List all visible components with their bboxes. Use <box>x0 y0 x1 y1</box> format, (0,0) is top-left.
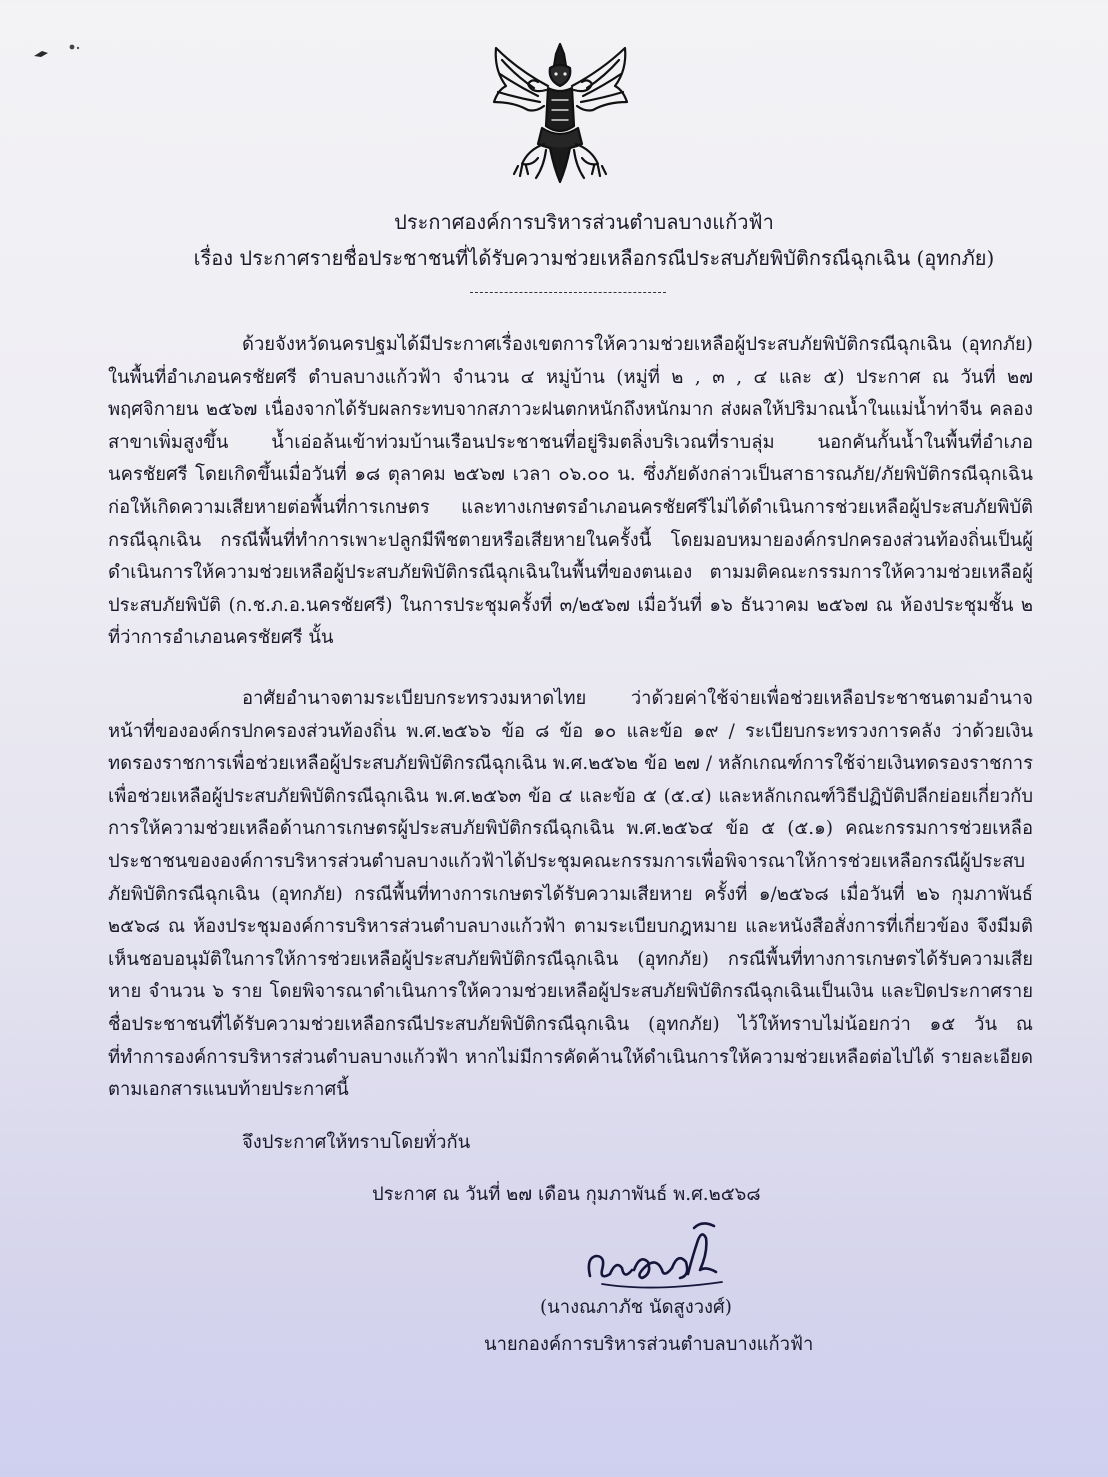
signer-name: (นางณภาภัช นัดสูงวงศ์) <box>540 1297 732 1318</box>
garuda-emblem-icon <box>488 40 633 190</box>
title-divider <box>470 292 666 293</box>
announcement-date: ประกาศ ณ วันที่ ๒๗ เดือน กุมภาพันธ์ พ.ศ.๒๕๖๘ <box>372 1184 761 1205</box>
announcement-title: ประกาศองค์การบริหารส่วนตำบลบางแก้วฟ้า <box>394 210 774 234</box>
body-paragraph-1: ด้วยจังหวัดนครปฐมได้มีประกาศเรื่องเขตการให้ความช่วยเหลือผู้ประสบภัยพิบัติกรณีฉุกเฉิน (อุทกภัย) ในพื้นที่อำเภอนครชัยศรี ตำบลบางแก้วฟ้า จำนวน ๔ หมู่บ้าน (หมู่ที่ ๒ , ๓ , ๔ และ ๕) ประกาศ ณ วันที่ ๒๗ พฤศจิกายน ๒๕๖๗ เนื่องจากได้รับผลกระทบจากสภาวะฝนตกหนักถึงหนักมาก ส่งผลให้ปริมาณน้ำในแม่น้ำท่าจีน คลองสาขาเพิ่มสูงขึ้น น้ำเอ่อล้นเข้าท่วมบ้านเรือนประชาชนที่อยู่ริมตลิ่งบริเวณที่ราบลุ่ม นอกคันกั้นน้ำในพื้นที่อำเภอนครชัยศรี โดยเกิดขึ้นเมื่อวันที่ ๑๘ ตุลาคม ๒๕๖๗ เวลา ๐๖.๐๐ น. ซึ่งภัยดังกล่าวเป็นสาธารณภัย/ภัยพิบัติกรณีฉุกเฉินก่อให้เกิดความเสียหายต่อพื้นที่การเกษตร และทางเกษตรอำเภอนครชัยศรีไม่ได้ดำเนินการช่วยเหลือผู้ประสบภัยพิบัติกรณีฉุกเฉิน กรณีพื้นที่ทำการเพาะปลูกมีพืชตายหรือเสียหายในครั้งนี้ โดยมอบหมายองค์กรปกครองส่วนท้องถิ่นเป็นผู้ดำเนินการให้ความช่วยเหลือผู้ประสบภัยพิบัติกรณีฉุกเฉินในพื้นที่ของตนเอง ตามมติคณะกรรมการให้ความช่วยเหลือผู้ประสบภัยพิบัติ (ก.ช.ภ.อ.นครชัยศรี) ในการประชุมครั้งที่ ๓/๒๕๖๗ เมื่อวันที่ ๑๖ ธันวาคม ๒๕๖๗ ณ ห้องประชุมชั้น ๒ ที่ว่าการอำเภอนครชัยศรี นั้น <box>108 334 1033 649</box>
handwritten-signature <box>582 1218 732 1293</box>
closing-line: จึงประกาศให้ทราบโดยทั่วกัน <box>242 1132 471 1153</box>
announcement-subject: เรื่อง ประกาศรายชื่อประชาชนที่ได้รับความช่วยเหลือกรณีประสบภัยพิบัติกรณีฉุกเฉิน (อุทกภัย) <box>193 246 995 270</box>
body-paragraph-2: อาศัยอำนาจตามระเบียบกระทรวงมหาดไทย ว่าด้วยค่าใช้จ่ายเพื่อช่วยเหลือประชาชนตามอำนาจหน้าที่ขององค์กรปกครองส่วนท้องถิ่น พ.ศ.๒๕๖๖ ข้อ ๘ ข้อ ๑๐ และข้อ ๑๙ / ระเบียบกระทรวงการคลัง ว่าด้วยเงินทดรองราชการเพื่อช่วยเหลือผู้ประสบภัยพิบัติกรณีฉุกเฉิน พ.ศ.๒๕๖๒ ข้อ ๒๗ / หลักเกณฑ์การใช้จ่ายเงินทดรองราชการเพื่อช่วยเหลือผู้ประสบภัยพิบัติกรณีฉุกเฉิน พ.ศ.๒๕๖๓ ข้อ ๔ และข้อ ๕ (๕.๔) และหลักเกณฑ์วิธีปฏิบัติปลีกย่อยเกี่ยวกับการให้ความช่วยเหลือด้านการเกษตรผู้ประสบภัยพิบัติกรณีฉุกเฉิน พ.ศ.๒๕๖๔ ข้อ ๕ (๕.๑) คณะกรรมการช่วยเหลือประชาชนขององค์การบริหารส่วนตำบลบางแก้วฟ้าได้ประชุมคณะกรรมการเพื่อพิจารณาให้การช่วยเหลือกรณีผู้ประสบภัยพิบัติกรณีฉุกเฉิน (อุทกภัย) กรณีพื้นที่ทางการเกษตรได้รับความเสียหาย ครั้งที่ ๑/๒๕๖๘ เมื่อวันที่ ๒๖ กุมภาพันธ์ ๒๕๖๘ ณ ห้องประชุมองค์การบริหารส่วนตำบลบางแก้วฟ้า ตามระเบียบกฎหมาย และหนังสือสั่งการที่เกี่ยวข้อง จึงมีมติเห็นชอบอนุมัติในการให้การช่วยเหลือผู้ประสบภัยพิบัติกรณีฉุกเฉิน (อุทกภัย) กรณีพื้นที่ทางการเกษตรได้รับความเสียหาย จำนวน ๖ ราย โดยพิจารณาดำเนินการให้ความช่วยเหลือผู้ประสบภัยพิบัติกรณีฉุกเฉินเป็นเงิน และปิดประกาศรายชื่อประชาชนที่ได้รับความช่วยเหลือกรณีประสบภัยพิบัติกรณีฉุกเฉิน (อุทกภัย) ไว้ให้ทราบไม่น้อยกว่า ๑๕ วัน ณ ที่ทำการองค์การบริหารส่วนตำบลบางแก้วฟ้า หากไม่มีการคัดค้านให้ดำเนินการให้ความช่วยเหลือต่อไปได้ รายละเอียดตามเอกสารแนบท้ายประกาศนี้ <box>108 688 1033 1101</box>
signer-position: นายกองค์การบริหารส่วนตำบลบางแก้วฟ้า <box>484 1334 814 1355</box>
ink-speck-icon <box>28 38 88 68</box>
